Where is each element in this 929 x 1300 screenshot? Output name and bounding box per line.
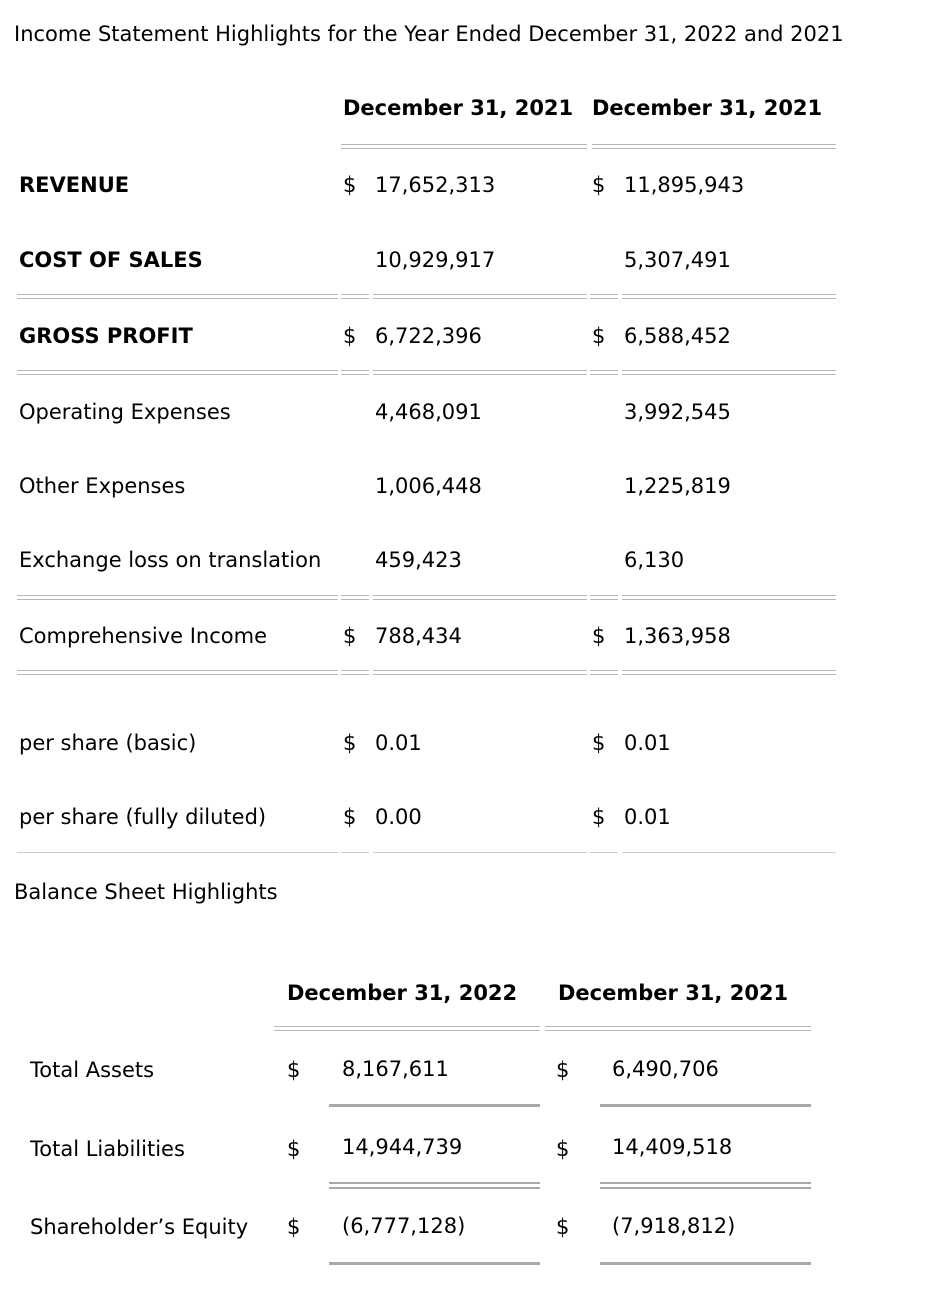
row-rule — [590, 670, 618, 675]
row-rule — [622, 595, 836, 600]
value-2021-b: 3,992,545 — [624, 400, 731, 424]
header-rule-col2 — [545, 1026, 811, 1031]
value-underline — [600, 1104, 811, 1107]
currency-symbol: $ — [556, 1137, 570, 1161]
value-2021-a: 4,468,091 — [375, 400, 482, 424]
row-label: Total Assets — [30, 1058, 155, 1082]
currency-symbol: $ — [343, 624, 357, 648]
value-2021-b: 0.01 — [624, 805, 671, 829]
row-rule — [590, 852, 618, 853]
header-rule-col2 — [592, 144, 836, 149]
row-rule — [17, 370, 338, 375]
currency-symbol: $ — [287, 1215, 301, 1239]
row-rule — [341, 595, 369, 600]
currency-symbol: $ — [287, 1137, 301, 1161]
row-label: per share (fully diluted) — [19, 805, 267, 829]
row-rule — [590, 595, 618, 600]
row-label: Other Expenses — [19, 474, 186, 498]
currency-symbol: $ — [556, 1215, 570, 1239]
value-2021-a: 0.01 — [375, 731, 422, 755]
header-rule-col1 — [341, 144, 587, 149]
value-underline — [329, 1182, 540, 1189]
value-2021-a: 6,722,396 — [375, 324, 482, 348]
value-2022: (6,777,128) — [342, 1214, 466, 1238]
value-2021-a: 17,652,313 — [375, 173, 496, 197]
row-rule — [590, 370, 618, 375]
value-2021: 14,409,518 — [612, 1135, 733, 1159]
value-2021-a: 1,006,448 — [375, 474, 482, 498]
value-2021-b: 1,363,958 — [624, 624, 731, 648]
value-underline — [329, 1262, 540, 1265]
currency-symbol: $ — [343, 173, 357, 197]
row-rule — [17, 852, 338, 853]
row-label: Total Liabilities — [30, 1137, 185, 1161]
value-2021-a: 459,423 — [375, 548, 462, 572]
row-rule — [17, 595, 338, 600]
balance-col1-header: December 31, 2022 — [287, 981, 518, 1005]
currency-symbol: $ — [592, 173, 606, 197]
value-underline — [600, 1182, 811, 1189]
value-2022: 8,167,611 — [342, 1057, 449, 1081]
row-rule — [373, 670, 587, 675]
row-label: REVENUE — [19, 173, 130, 197]
value-2021-b: 1,225,819 — [624, 474, 731, 498]
row-label: Exchange loss on translation — [19, 548, 322, 572]
row-rule — [622, 852, 836, 853]
value-underline — [329, 1104, 540, 1107]
value-2021-a: 0.00 — [375, 805, 422, 829]
row-rule — [622, 294, 836, 299]
currency-symbol: $ — [343, 324, 357, 348]
row-label: Shareholder’s Equity — [30, 1215, 249, 1239]
balance-col2-header: December 31, 2021 — [558, 981, 789, 1005]
currency-symbol: $ — [592, 324, 606, 348]
row-rule — [590, 294, 618, 299]
income-col1-header: December 31, 2021 — [343, 96, 574, 120]
row-label: per share (basic) — [19, 731, 197, 755]
row-rule — [373, 852, 587, 853]
row-rule — [17, 670, 338, 675]
row-rule — [341, 294, 369, 299]
row-label: Comprehensive Income — [19, 624, 268, 648]
value-2022: 14,944,739 — [342, 1135, 463, 1159]
value-2021-b: 5,307,491 — [624, 248, 731, 272]
currency-symbol: $ — [287, 1058, 301, 1082]
row-rule — [622, 370, 836, 375]
currency-symbol: $ — [592, 731, 606, 755]
row-rule — [341, 852, 369, 853]
value-2021-b: 6,588,452 — [624, 324, 731, 348]
value-2021-a: 10,929,917 — [375, 248, 496, 272]
currency-symbol: $ — [343, 731, 357, 755]
value-2021: 6,490,706 — [612, 1057, 719, 1081]
header-rule-col1 — [274, 1026, 540, 1031]
row-label: Operating Expenses — [19, 400, 231, 424]
value-2021-a: 788,434 — [375, 624, 462, 648]
income-statement-title: Income Statement Highlights for the Year Ended December 31, 2022 and 2021 — [14, 22, 844, 46]
income-col2-header: December 31, 2021 — [592, 96, 823, 120]
row-label: COST OF SALES — [19, 248, 203, 272]
currency-symbol: $ — [592, 624, 606, 648]
value-2021-b: 0.01 — [624, 731, 671, 755]
currency-symbol: $ — [592, 805, 606, 829]
row-rule — [373, 294, 587, 299]
row-label: GROSS PROFIT — [19, 324, 193, 348]
row-rule — [373, 595, 587, 600]
currency-symbol: $ — [343, 805, 357, 829]
row-rule — [17, 294, 338, 299]
value-2021-b: 6,130 — [624, 548, 685, 572]
value-2021: (7,918,812) — [612, 1214, 736, 1238]
row-rule — [341, 670, 369, 675]
row-rule — [622, 670, 836, 675]
value-2021-b: 11,895,943 — [624, 173, 745, 197]
row-rule — [373, 370, 587, 375]
value-underline — [600, 1262, 811, 1265]
currency-symbol: $ — [556, 1058, 570, 1082]
balance-sheet-title: Balance Sheet Highlights — [14, 880, 278, 904]
row-rule — [341, 370, 369, 375]
